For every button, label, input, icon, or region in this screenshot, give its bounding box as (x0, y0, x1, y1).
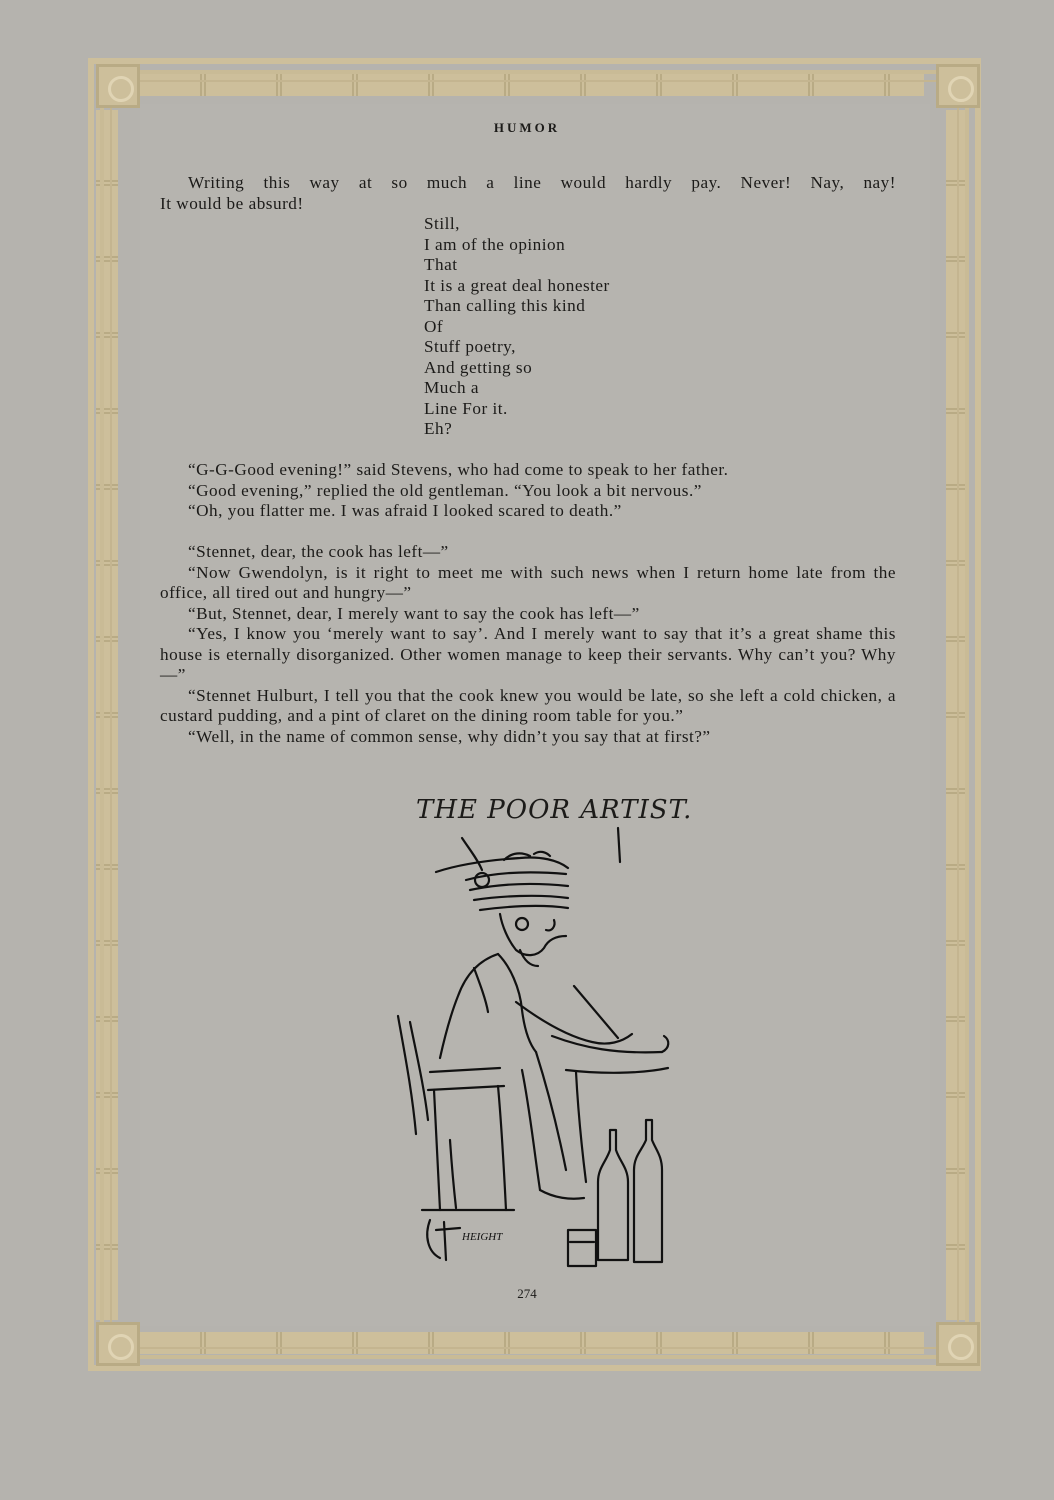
dialogue-para: “Yes, I know you ‘merely want to say’. And I merely want to say that it’s a great shame this house is eternally disorganized. Other women manage to keep their servants. Why can’t you? Why—” (160, 624, 896, 684)
poem-line: Eh? (424, 419, 453, 438)
page-header: HUMOR (493, 120, 561, 135)
dialogue-line: “G-G-Good evening!” said Stevens, who had come to speak to her father. (188, 460, 729, 479)
dialogue-para: “Stennet Hulburt, I tell you that the cook knew you would be late, so she left a cold chicken, a custard pudding, and a pint of claret on the dining room table for you.” (160, 685, 896, 725)
corner-ornament-icon (96, 1322, 140, 1366)
corner-ornament-icon (936, 64, 980, 108)
poem-line: And getting so (424, 357, 533, 377)
dialogue-para: “Now Gwendolyn, is it right to meet me with such news when I return home late from the office, all tired out and hungry—” (160, 562, 896, 602)
dialogue-para: “But, Stennet, dear, I merely want to say the cook has left—” (188, 603, 640, 623)
dialogue-block-2 (160, 542, 896, 747)
dialogue-para: “Stennet, dear, the cook has left—” (188, 542, 449, 561)
dialogue-line: “Oh, you flatter me. I was afraid I looked scared to death.” (188, 501, 622, 520)
poem-line: It is a great deal honester (424, 275, 610, 295)
poem-line: Much a (424, 378, 480, 397)
intro-text (160, 173, 896, 214)
poem-line: Line For it. (424, 398, 508, 418)
illustration-title: THE POOR ARTIST. (416, 795, 693, 825)
dialogue-line: “Good evening,” replied the old gentleman. “You look a bit nervous.” (188, 480, 702, 500)
dialogue-para: “Well, in the name of common sense, why didn’t you say that at first?” (188, 726, 711, 746)
poem-line: Of (424, 316, 444, 336)
poem-line: Than calling this kind (424, 296, 586, 315)
poem-line: Stuff poetry, (424, 337, 516, 356)
corner-ornament-icon (96, 64, 140, 108)
poem (424, 214, 610, 440)
intro-line: Writing this way at so much a line would hardly pay. Never! Nay, nay! (188, 173, 896, 192)
dialogue-block-1 (160, 460, 896, 522)
page-number: 274 (517, 1286, 537, 1301)
poem-line: Still, (424, 214, 460, 233)
corner-ornament-icon (936, 1322, 980, 1366)
poem-line: I am of the opinion (424, 234, 566, 254)
poem-line: That (424, 255, 458, 274)
intro-line: It would be absurd! (160, 193, 304, 213)
artist-illustration (370, 790, 693, 1270)
artist-signature: HEIGHT (462, 1231, 503, 1243)
